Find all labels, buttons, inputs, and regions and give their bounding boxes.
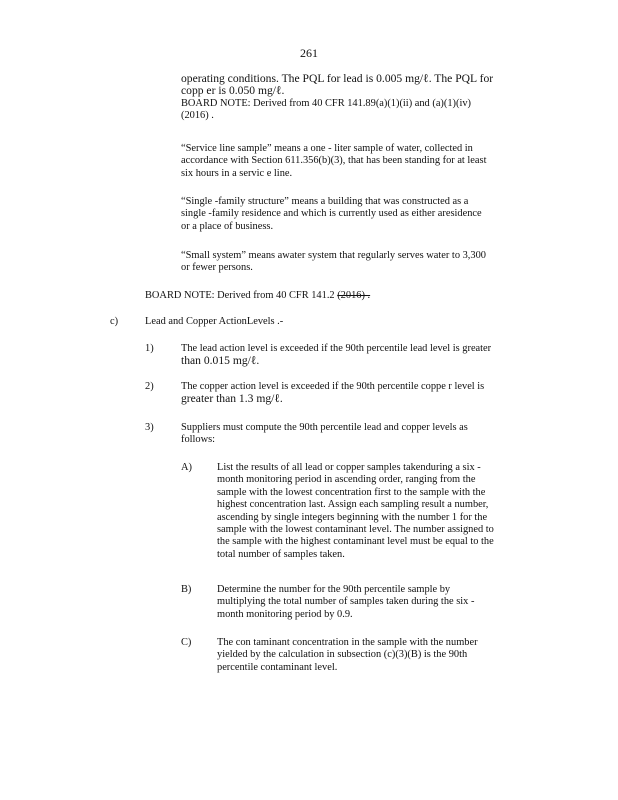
item-2-label: 2) xyxy=(145,381,154,392)
subitem-c-label: C) xyxy=(181,637,192,648)
subitem-line: Determine the number for the 90th percentile sample by xyxy=(217,584,451,595)
item-1-label: 1) xyxy=(145,343,154,354)
subitem-b-text xyxy=(217,584,527,621)
item-line: greater than 1.3 mg/ℓ. xyxy=(181,392,283,406)
subitem-line: ascending by single integers beginning with the number 1 for the xyxy=(217,511,488,523)
subitem-line: List the results of all lead or copper samples takenduring a six - xyxy=(217,462,481,473)
subitem-line: highest concentration last. Assign each sampling result a number, xyxy=(217,499,489,511)
item-line: follows: xyxy=(181,434,216,446)
subitem-line: yielded by the calculation in subsection (c)(3)(B) is the 90th xyxy=(217,649,468,661)
subitem-line: total number of samples taken. xyxy=(217,548,345,560)
subitem-a-text xyxy=(217,462,537,561)
subitem-c-text xyxy=(217,637,527,674)
item-line: Suppliers must compute the 90th percentile lead and copper levels as xyxy=(181,422,468,433)
board-note-line-1: BOARD NOTE: Derived from 40 CFR 141.89(a)(1)(ii) and (a)(1)(iv) xyxy=(181,97,472,109)
item-1-text xyxy=(181,343,537,368)
item-3-label: 3) xyxy=(145,422,154,433)
definition-line: “Service line sample” means a one - liter sample of water, collected in xyxy=(181,143,473,154)
section-c-label: c) xyxy=(110,316,119,327)
definition-service-line-sample xyxy=(181,143,533,180)
definition-line: or fewer persons. xyxy=(181,262,253,274)
subitem-line: the sample with the highest contaminant level must be equal to the xyxy=(217,536,494,548)
board-note-subsection-b xyxy=(145,290,370,302)
subitem-line: The con taminant concentration in the sample with the number xyxy=(217,637,478,648)
item-3-text xyxy=(181,422,517,447)
definition-single-family-structure xyxy=(181,196,521,233)
definition-line: accordance with Section 611.356(b)(3), that has been standing for at least xyxy=(181,155,487,167)
definition-line: six hours in a servic e line. xyxy=(181,167,293,179)
subitem-line: sample with the lowest contaminant level. The number assigned to xyxy=(217,524,494,536)
subitem-line: multiplying the total number of samples taken during the six - xyxy=(217,596,475,608)
definition-line: or a place of business. xyxy=(181,220,274,232)
section-c-heading: Lead and Copper ActionLevels .- xyxy=(145,316,284,327)
item-line: than 0.015 mg/ℓ. xyxy=(181,354,260,368)
pql-line-2: copp er is 0.050 mg/ℓ. xyxy=(181,84,285,98)
pql-line-1: operating conditions. The PQL for lead is 0.005 mg/ℓ. The PQL for xyxy=(181,72,494,85)
struck-year: (2016) . xyxy=(337,290,371,301)
subitem-b-label: B) xyxy=(181,584,192,595)
board-note-line-2: (2016) . xyxy=(181,110,214,122)
subitem-a-label: A) xyxy=(181,462,192,473)
page-number: 261 xyxy=(300,46,318,60)
definition-line: “Small system” means awater system that regularly serves water to 3,300 xyxy=(181,250,486,261)
definition-small-system xyxy=(181,250,533,275)
item-2-text xyxy=(181,381,533,406)
board-note-text: BOARD NOTE: Derived from 40 CFR 141.2 xyxy=(145,290,338,301)
subitem-line: month monitoring period in ascending order, ranging from the xyxy=(217,474,476,486)
item-line: The lead action level is exceeded if the 90th percentile lead level is greater xyxy=(181,343,492,354)
definition-line: “Single -family structure” means a building that was constructed as a xyxy=(181,196,469,207)
definition-line: single -family residence and which is currently used as either aresidence xyxy=(181,208,482,220)
pql-paragraph xyxy=(181,73,511,123)
subitem-line: month monitoring period by 0.9. xyxy=(217,608,353,620)
item-line: The copper action level is exceeded if the 90th percentile coppe r level is xyxy=(181,381,485,392)
subitem-line: sample with the lowest concentration first to the sample with the xyxy=(217,486,486,498)
subitem-line: percentile contaminant level. xyxy=(217,661,338,673)
